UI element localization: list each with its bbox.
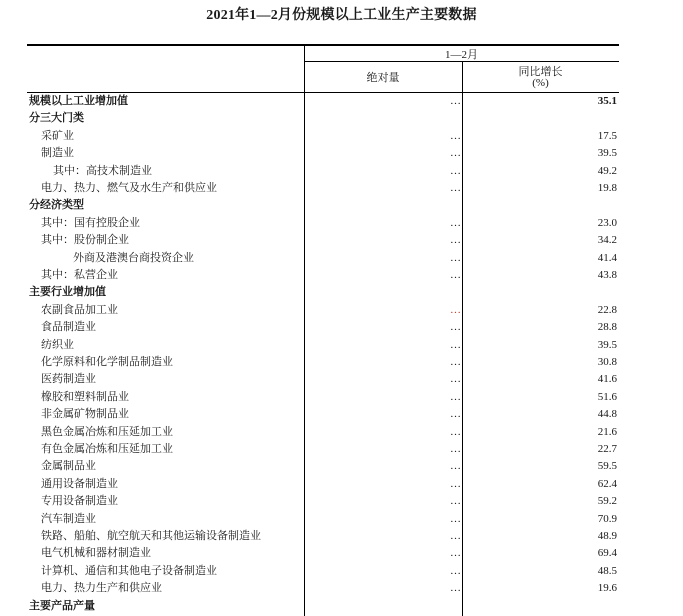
row-growth-value: 62.4: [597, 477, 617, 490]
row-growth-value: 39.5: [597, 147, 617, 160]
row-growth-value: 51.6: [597, 390, 617, 403]
row-absolute-value: …: [450, 390, 460, 403]
row-absolute-value: …: [450, 321, 460, 334]
row-label: 采矿业: [41, 129, 74, 142]
table-row: [0, 563, 683, 580]
row-label: 其中：私营企业: [41, 269, 118, 281]
row-absolute-value: …: [450, 251, 460, 264]
row-label: 电力、热力生产和供应业: [41, 582, 162, 595]
row-absolute-value: …: [450, 234, 460, 247]
row-growth-value: 59.5: [597, 460, 617, 473]
row-label: 金属制品业: [41, 460, 96, 473]
page-title: 2021年1—2月份规模以上工业生产主要数据: [206, 8, 477, 23]
row-growth-value: 30.8: [597, 356, 617, 368]
row-growth-value: 41.6: [597, 373, 617, 386]
row-absolute-value: …: [450, 182, 460, 194]
table-row: [0, 145, 683, 162]
row-growth-value: 34.2: [597, 234, 617, 247]
row-label: 医药制造业: [41, 373, 96, 386]
row-growth-value: 44.8: [597, 408, 617, 421]
row-growth-value: 22.7: [597, 443, 617, 455]
row-absolute-value: …: [450, 564, 460, 577]
table-row: [0, 476, 683, 493]
table-row: [0, 110, 683, 127]
table-row: [0, 337, 683, 354]
row-label: 电气机械和器材制造业: [41, 547, 151, 560]
table-row: [0, 406, 683, 423]
table-row: [0, 371, 683, 388]
row-absolute-value: …: [450, 582, 460, 595]
row-growth-value: 49.2: [597, 164, 617, 177]
table-row: [0, 389, 683, 406]
row-label: 其中：国有控股企业: [41, 216, 140, 229]
table-row: [0, 250, 683, 267]
table-row: [0, 267, 683, 284]
row-label: 铁路、船舶、航空航天和其他运输设备制造业: [41, 530, 261, 542]
row-growth-value: 41.4: [597, 251, 617, 264]
row-absolute-value: …: [450, 460, 460, 473]
row-absolute-value: …: [450, 269, 460, 281]
row-absolute-value: …: [450, 530, 460, 542]
table-row: [0, 511, 683, 528]
row-growth-value: 22.8: [597, 303, 617, 316]
row-label: 农副食品加工业: [41, 303, 118, 316]
row-absolute-value: …: [450, 425, 460, 438]
table-row: [0, 319, 683, 336]
row-growth-value: 48.5: [597, 564, 617, 577]
table-row: [0, 424, 683, 441]
row-growth-value: 19.8: [597, 182, 617, 194]
row-label: 非金属矿物制品业: [41, 408, 129, 421]
table-row: [0, 441, 683, 458]
row-absolute-value: …: [450, 129, 460, 142]
row-label: 汽车制造业: [41, 512, 96, 525]
header-period: 1—2月: [445, 49, 478, 61]
table-row: [0, 493, 683, 510]
row-absolute-value: …: [450, 216, 460, 229]
row-label: 专用设备制造业: [41, 495, 118, 508]
row-absolute-value: …: [450, 443, 460, 455]
row-label: 主要行业增加值: [29, 286, 106, 299]
row-growth-value: 17.5: [597, 129, 617, 142]
row-label: 化学原料和化学制品制造业: [41, 356, 173, 368]
row-label: 有色金属冶炼和压延加工业: [41, 443, 173, 455]
row-growth-value: 35.1: [597, 95, 617, 107]
row-label: 计算机、通信和其他电子设备制造业: [41, 564, 217, 577]
row-label: 主要产品产量: [29, 599, 95, 612]
row-absolute-value: …: [450, 373, 460, 386]
row-label: 外商及港澳台商投资企业: [73, 251, 194, 264]
row-absolute-value: …: [450, 95, 460, 107]
table-row: [0, 232, 683, 249]
row-growth-value: 70.9: [597, 512, 617, 525]
table-row: [0, 528, 683, 545]
table-row: [0, 180, 683, 197]
row-growth-value: 23.0: [597, 216, 617, 229]
row-absolute-value: …: [450, 477, 460, 490]
row-label: 分三大门类: [29, 112, 84, 125]
table-row: [0, 197, 683, 214]
table-row: [0, 302, 683, 319]
table-row: [0, 163, 683, 180]
table-row: [0, 215, 683, 232]
row-growth-value: 21.6: [597, 425, 617, 438]
row-growth-value: 59.2: [597, 495, 617, 508]
row-label: 黑色金属冶炼和压延加工业: [41, 425, 173, 438]
header-growth: 同比增长: [518, 66, 563, 78]
row-growth-value: 19.6: [597, 582, 617, 595]
row-absolute-value: …: [450, 164, 460, 177]
row-label: 橡胶和塑料制品业: [41, 390, 129, 403]
table-row: [0, 128, 683, 145]
row-growth-value: 48.9: [597, 530, 617, 542]
row-absolute-value: …: [450, 408, 460, 421]
row-growth-value: 28.8: [597, 321, 617, 334]
row-label: 分经济类型: [29, 199, 84, 212]
row-absolute-value: …: [450, 356, 460, 368]
table-row: [0, 284, 683, 301]
row-growth-value: 69.4: [597, 547, 617, 560]
header-absolute: 绝对量: [366, 72, 400, 84]
row-growth-value: 43.8: [597, 269, 617, 281]
table-row: [0, 580, 683, 597]
row-label: 其中：高技术制造业: [53, 164, 152, 177]
row-label: 食品制造业: [41, 321, 96, 334]
row-growth-value: 39.5: [597, 338, 617, 351]
row-label: 电力、热力、燃气及水生产和供应业: [41, 182, 217, 194]
row-absolute-value: …: [450, 512, 460, 525]
row-label: 其中：股份制企业: [41, 234, 129, 247]
row-label: 规模以上工业增加值: [29, 95, 128, 107]
table-row: [0, 458, 683, 475]
row-absolute-value: …: [450, 547, 460, 560]
row-absolute-value: …: [450, 495, 460, 508]
row-absolute-value: …: [450, 338, 460, 351]
table-row: [0, 93, 683, 110]
row-label: 制造业: [41, 147, 74, 160]
table-row: [0, 598, 683, 615]
table-row: [0, 545, 683, 562]
row-absolute-value: …: [450, 147, 460, 160]
header-growth-unit: (%): [532, 77, 549, 89]
row-label: 通用设备制造业: [41, 477, 118, 490]
row-label: 纺织业: [41, 338, 74, 351]
table-row: [0, 354, 683, 371]
row-absolute-value: …: [450, 303, 460, 316]
